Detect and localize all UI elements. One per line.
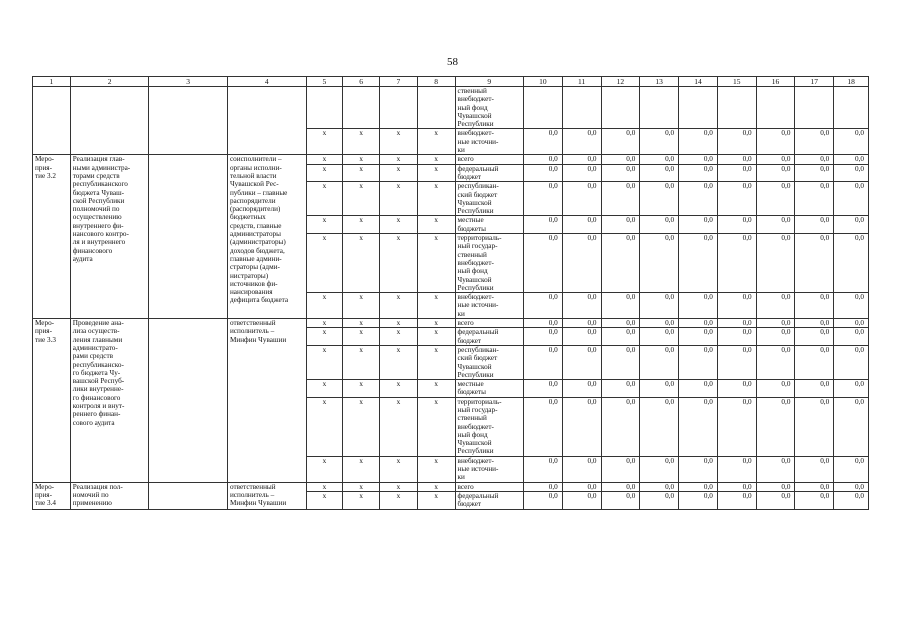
x-mark: х (343, 234, 380, 293)
value-cell: 0,0 (834, 129, 869, 155)
name-cell (70, 87, 149, 155)
x-mark: х (380, 234, 418, 293)
value-cell: 0,0 (679, 129, 718, 155)
x-mark: х (380, 345, 418, 379)
program-cell (149, 87, 228, 155)
x-mark: х (306, 345, 343, 379)
column-number: 15 (717, 77, 756, 87)
value-cell: 0,0 (795, 164, 834, 182)
x-mark: х (417, 129, 455, 155)
x-mark (306, 87, 343, 129)
value-cell: 0,0 (717, 216, 756, 234)
column-number: 8 (417, 77, 455, 87)
value-cell: 0,0 (795, 491, 834, 509)
column-number: 16 (756, 77, 795, 87)
x-mark: х (417, 380, 455, 398)
x-mark: х (343, 319, 380, 328)
value-cell: 0,0 (601, 293, 640, 319)
value-cell: 0,0 (795, 216, 834, 234)
x-mark: х (380, 155, 418, 164)
source-label: внебюджет- ные источни- ки (455, 293, 523, 319)
value-cell: 0,0 (679, 456, 718, 482)
program-cell (149, 319, 228, 483)
x-mark: х (380, 319, 418, 328)
value-cell: 0,0 (523, 456, 562, 482)
x-mark: х (380, 293, 418, 319)
value-cell: 0,0 (756, 293, 795, 319)
source-label: федеральный бюджет (455, 328, 523, 346)
x-mark (417, 87, 455, 129)
x-mark: х (417, 182, 455, 216)
value-cell: 0,0 (640, 345, 679, 379)
value-cell: 0,0 (640, 482, 679, 491)
value-cell: 0,0 (562, 182, 601, 216)
value-cell: 0,0 (756, 164, 795, 182)
x-mark: х (306, 164, 343, 182)
x-mark: х (380, 164, 418, 182)
column-number: 1 (33, 77, 71, 87)
value-cell: 0,0 (717, 482, 756, 491)
x-mark: х (380, 182, 418, 216)
table-row (33, 155, 869, 164)
value-cell: 0,0 (523, 397, 562, 456)
value-cell: 0,0 (562, 234, 601, 293)
value-cell (717, 87, 756, 129)
source-label: территориаль- ный государ- ственный внебюджет- ный фонд Чувашской Республики (455, 397, 523, 456)
value-cell: 0,0 (795, 397, 834, 456)
event-executor: ответственный исполнитель – Минфин Чувашии (227, 482, 306, 509)
table-body (33, 87, 869, 510)
executor-cell (227, 87, 306, 155)
x-mark: х (417, 234, 455, 293)
value-cell: 0,0 (640, 155, 679, 164)
value-cell: 0,0 (523, 129, 562, 155)
x-mark: х (343, 155, 380, 164)
x-mark: х (417, 345, 455, 379)
column-number: 5 (306, 77, 343, 87)
value-cell: 0,0 (601, 328, 640, 346)
value-cell: 0,0 (562, 380, 601, 398)
value-cell: 0,0 (795, 234, 834, 293)
column-number-row (33, 77, 869, 87)
value-cell: 0,0 (834, 293, 869, 319)
value-cell (795, 87, 834, 129)
value-cell: 0,0 (679, 397, 718, 456)
value-cell: 0,0 (679, 380, 718, 398)
event-executor: ответственный исполнитель – Минфин Чувашии (227, 319, 306, 483)
value-cell: 0,0 (717, 234, 756, 293)
value-cell: 0,0 (523, 293, 562, 319)
source-label: внебюджет- ные источни- ки (455, 456, 523, 482)
x-mark: х (306, 491, 343, 509)
x-mark: х (343, 380, 380, 398)
value-cell: 0,0 (523, 319, 562, 328)
value-cell: 0,0 (795, 182, 834, 216)
program-cell (149, 482, 228, 509)
value-cell: 0,0 (834, 345, 869, 379)
value-cell: 0,0 (717, 319, 756, 328)
x-mark: х (417, 397, 455, 456)
value-cell: 0,0 (795, 319, 834, 328)
x-mark: х (380, 482, 418, 491)
value-cell: 0,0 (834, 182, 869, 216)
value-cell (523, 87, 562, 129)
value-cell: 0,0 (679, 216, 718, 234)
x-mark: х (306, 397, 343, 456)
value-cell: 0,0 (562, 397, 601, 456)
value-cell: 0,0 (717, 293, 756, 319)
value-cell: 0,0 (523, 482, 562, 491)
x-mark (343, 87, 380, 129)
column-number: 17 (795, 77, 834, 87)
x-mark: х (306, 182, 343, 216)
x-mark: х (343, 164, 380, 182)
value-cell: 0,0 (523, 328, 562, 346)
value-cell: 0,0 (834, 164, 869, 182)
value-cell: 0,0 (640, 491, 679, 509)
value-cell: 0,0 (640, 293, 679, 319)
value-cell: 0,0 (523, 182, 562, 216)
value-cell: 0,0 (795, 129, 834, 155)
value-cell: 0,0 (601, 319, 640, 328)
value-cell: 0,0 (717, 456, 756, 482)
column-number: 2 (70, 77, 149, 87)
x-mark: х (417, 164, 455, 182)
column-number: 6 (343, 77, 380, 87)
event-code: Меро- прия- тие 3.2 (33, 155, 71, 319)
event-code: Меро- прия- тие 3.4 (33, 482, 71, 509)
value-cell: 0,0 (834, 319, 869, 328)
value-cell: 0,0 (640, 164, 679, 182)
value-cell: 0,0 (562, 216, 601, 234)
x-mark: х (380, 456, 418, 482)
value-cell: 0,0 (679, 164, 718, 182)
value-cell: 0,0 (717, 155, 756, 164)
x-mark: х (306, 234, 343, 293)
x-mark: х (306, 216, 343, 234)
x-mark: х (343, 129, 380, 155)
value-cell: 0,0 (795, 155, 834, 164)
value-cell: 0,0 (679, 234, 718, 293)
x-mark: х (306, 482, 343, 491)
x-mark: х (417, 482, 455, 491)
x-mark: х (417, 155, 455, 164)
value-cell (756, 87, 795, 129)
value-cell: 0,0 (601, 155, 640, 164)
value-cell: 0,0 (562, 155, 601, 164)
value-cell: 0,0 (756, 380, 795, 398)
x-mark: х (343, 293, 380, 319)
value-cell: 0,0 (756, 328, 795, 346)
value-cell: 0,0 (717, 182, 756, 216)
column-number: 4 (227, 77, 306, 87)
value-cell (834, 87, 869, 129)
x-mark: х (380, 491, 418, 509)
value-cell: 0,0 (717, 328, 756, 346)
value-cell: 0,0 (601, 164, 640, 182)
x-mark: х (306, 293, 343, 319)
value-cell: 0,0 (562, 482, 601, 491)
source-label: федеральный бюджет (455, 164, 523, 182)
value-cell: 0,0 (834, 328, 869, 346)
x-mark: х (343, 328, 380, 346)
column-number: 13 (640, 77, 679, 87)
value-cell: 0,0 (523, 491, 562, 509)
program-cell (149, 155, 228, 319)
value-cell: 0,0 (834, 482, 869, 491)
event-executor: соисполнители – органы исполни- тельной власти Чувашской Рес- публики – главные распорядители (распорядители) бюджетных средств, главные администраторы (администраторы) доходов бюджета, главные админи- страторы (адми- нистраторы) источников фи- нансирования дефицита бюджета (227, 155, 306, 319)
x-mark: х (343, 491, 380, 509)
value-cell: 0,0 (640, 182, 679, 216)
value-cell: 0,0 (795, 293, 834, 319)
column-number: 11 (562, 77, 601, 87)
value-cell: 0,0 (717, 129, 756, 155)
value-cell: 0,0 (562, 164, 601, 182)
column-number: 12 (601, 77, 640, 87)
source-label: внебюджет- ные источни- ки (455, 129, 523, 155)
value-cell: 0,0 (523, 155, 562, 164)
x-mark (380, 87, 418, 129)
value-cell: 0,0 (795, 482, 834, 491)
value-cell: 0,0 (601, 456, 640, 482)
x-mark: х (306, 319, 343, 328)
source-label: территориаль- ный государ- ственный внебюджет- ный фонд Чувашской Республики (455, 234, 523, 293)
value-cell: 0,0 (601, 380, 640, 398)
value-cell: 0,0 (834, 234, 869, 293)
value-cell (679, 87, 718, 129)
value-cell: 0,0 (601, 397, 640, 456)
value-cell: 0,0 (756, 319, 795, 328)
value-cell: 0,0 (601, 482, 640, 491)
value-cell: 0,0 (679, 491, 718, 509)
value-cell: 0,0 (756, 234, 795, 293)
value-cell: 0,0 (640, 216, 679, 234)
value-cell: 0,0 (795, 380, 834, 398)
value-cell: 0,0 (679, 293, 718, 319)
value-cell: 0,0 (679, 328, 718, 346)
source-label: всего (455, 319, 523, 328)
value-cell: 0,0 (679, 319, 718, 328)
value-cell: 0,0 (562, 328, 601, 346)
value-cell: 0,0 (523, 380, 562, 398)
value-cell: 0,0 (640, 456, 679, 482)
value-cell: 0,0 (834, 491, 869, 509)
value-cell: 0,0 (795, 345, 834, 379)
value-cell: 0,0 (523, 234, 562, 293)
x-mark: х (417, 293, 455, 319)
column-number: 3 (149, 77, 228, 87)
value-cell: 0,0 (834, 380, 869, 398)
value-cell: 0,0 (640, 328, 679, 346)
value-cell: 0,0 (717, 397, 756, 456)
value-cell: 0,0 (679, 155, 718, 164)
source-label: местные бюджеты (455, 380, 523, 398)
value-cell: 0,0 (601, 129, 640, 155)
x-mark: х (306, 155, 343, 164)
value-cell: 0,0 (717, 164, 756, 182)
value-cell: 0,0 (562, 456, 601, 482)
value-cell: 0,0 (601, 234, 640, 293)
value-cell: 0,0 (756, 129, 795, 155)
value-cell: 0,0 (679, 482, 718, 491)
x-mark: х (343, 216, 380, 234)
x-mark: х (417, 456, 455, 482)
value-cell: 0,0 (562, 345, 601, 379)
x-mark: х (306, 380, 343, 398)
value-cell: 0,0 (795, 328, 834, 346)
value-cell: 0,0 (756, 482, 795, 491)
code-cell (33, 87, 71, 155)
value-cell: 0,0 (640, 319, 679, 328)
value-cell: 0,0 (834, 155, 869, 164)
source-label: всего (455, 482, 523, 491)
value-cell: 0,0 (756, 182, 795, 216)
value-cell: 0,0 (601, 182, 640, 216)
value-cell: 0,0 (601, 345, 640, 379)
source-label: республикан- ский бюджет Чувашской Республики (455, 182, 523, 216)
x-mark: х (417, 319, 455, 328)
value-cell: 0,0 (640, 234, 679, 293)
x-mark: х (417, 491, 455, 509)
value-cell: 0,0 (601, 491, 640, 509)
value-cell: 0,0 (562, 129, 601, 155)
x-mark: х (417, 216, 455, 234)
column-number: 14 (679, 77, 718, 87)
table-row (33, 87, 869, 129)
value-cell (601, 87, 640, 129)
value-cell: 0,0 (756, 345, 795, 379)
column-number: 7 (380, 77, 418, 87)
x-mark: х (306, 328, 343, 346)
value-cell: 0,0 (756, 491, 795, 509)
column-number: 18 (834, 77, 869, 87)
column-number: 9 (455, 77, 523, 87)
value-cell: 0,0 (834, 216, 869, 234)
table-row (33, 319, 869, 328)
value-cell: 0,0 (756, 155, 795, 164)
x-mark: х (343, 482, 380, 491)
value-cell: 0,0 (523, 345, 562, 379)
value-cell: 0,0 (640, 380, 679, 398)
x-mark: х (343, 456, 380, 482)
x-mark: х (380, 397, 418, 456)
source-label: всего (455, 155, 523, 164)
x-mark: х (380, 380, 418, 398)
value-cell: 0,0 (562, 293, 601, 319)
source-label: республикан- ский бюджет Чувашской Республики (455, 345, 523, 379)
value-cell: 0,0 (640, 397, 679, 456)
value-cell: 0,0 (679, 345, 718, 379)
value-cell: 0,0 (717, 491, 756, 509)
value-cell: 0,0 (717, 345, 756, 379)
value-cell: 0,0 (834, 456, 869, 482)
value-cell: 0,0 (756, 216, 795, 234)
event-code: Меро- прия- тие 3.3 (33, 319, 71, 483)
source-label: местные бюджеты (455, 216, 523, 234)
value-cell: 0,0 (834, 397, 869, 456)
x-mark: х (380, 328, 418, 346)
value-cell: 0,0 (601, 216, 640, 234)
table-row (33, 482, 869, 491)
page-number: 58 (447, 56, 458, 68)
x-mark: х (343, 182, 380, 216)
value-cell: 0,0 (523, 164, 562, 182)
x-mark: х (343, 345, 380, 379)
value-cell: 0,0 (756, 397, 795, 456)
x-mark: х (380, 129, 418, 155)
value-cell (640, 87, 679, 129)
x-mark: х (306, 456, 343, 482)
x-mark: х (343, 397, 380, 456)
value-cell (562, 87, 601, 129)
value-cell: 0,0 (523, 216, 562, 234)
source-label: ственный внебюджет- ный фонд Чувашской Республики (455, 87, 523, 129)
value-cell: 0,0 (562, 491, 601, 509)
x-mark: х (380, 216, 418, 234)
column-number: 10 (523, 77, 562, 87)
source-label: федеральный бюджет (455, 491, 523, 509)
budget-table (32, 76, 869, 510)
value-cell: 0,0 (795, 456, 834, 482)
value-cell: 0,0 (679, 182, 718, 216)
event-name: Реализация глав- ными администра- торами средств республиканского бюджета Чуваш- ской Республики полномочий по осуществлению внутреннего фи- нансового контро- ля и внутреннего финансового аудита (70, 155, 149, 319)
value-cell: 0,0 (562, 319, 601, 328)
value-cell: 0,0 (717, 380, 756, 398)
value-cell: 0,0 (640, 129, 679, 155)
value-cell: 0,0 (756, 456, 795, 482)
event-name: Реализация пол- номочий по применению (70, 482, 149, 509)
x-mark: х (417, 328, 455, 346)
x-mark: х (306, 129, 343, 155)
event-name: Проведение ана- лиза осуществ- ления главными администрато- рами средств республиканско- го бюджета Чу- вашской Респуб- лики внутренне- го финансового контроля и внут- реннего финан- сового аудита (70, 319, 149, 483)
